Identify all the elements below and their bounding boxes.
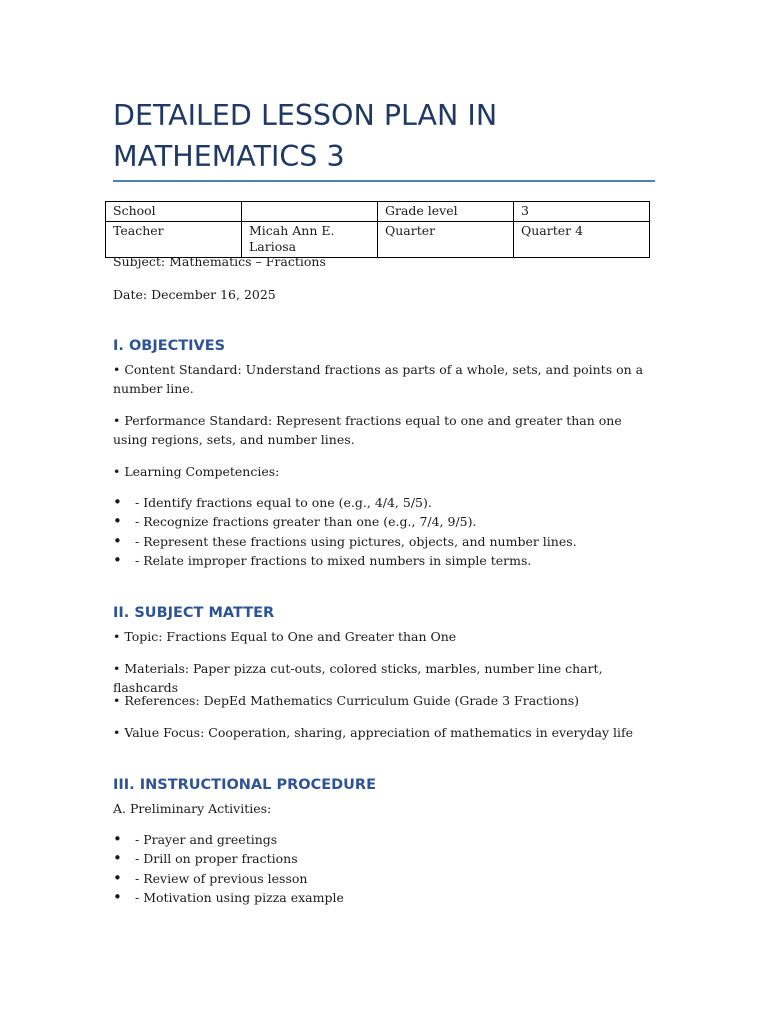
table-row [106, 202, 650, 222]
list-item: • - Represent these fractions using pictures, objects, and number lines. [113, 532, 653, 551]
subject-matter-heading: II. SUBJECT MATTER [113, 605, 275, 621]
list-item: • - Drill on proper fractions [113, 849, 653, 868]
table-cell: Micah Ann E. Lariosa [242, 221, 378, 257]
list-item: • - Review of previous lesson [113, 869, 653, 888]
preliminary-label: A. Preliminary Activities: [113, 801, 272, 816]
performance-standard: • Performance Standard: Represent fractions equal to one and greater than one using regions, sets, and number lines. [113, 413, 622, 447]
table-cell: Quarter 4 [514, 221, 650, 257]
value-focus-line: • Value Focus: Cooperation, sharing, appreciation of mathematics in everyday life [113, 725, 634, 740]
list-item: • - Relate improper fractions to mixed numbers in simple terms. [113, 551, 653, 570]
preliminary-list [113, 830, 653, 907]
table-cell [242, 202, 378, 222]
subject-line: Subject: Mathematics – Fractions [113, 254, 326, 269]
topic-line: • Topic: Fractions Equal to One and Greater than One [113, 629, 457, 644]
list-item: • - Prayer and greetings [113, 830, 653, 849]
objectives-heading: I. OBJECTIVES [113, 338, 226, 354]
table-cell: Grade level [378, 202, 514, 222]
competencies-list [113, 493, 653, 570]
procedure-heading: III. INSTRUCTIONAL PROCEDURE [113, 777, 376, 793]
table-cell: School [106, 202, 242, 222]
table-cell: Quarter [378, 221, 514, 257]
materials-line: • Materials: Paper pizza cut-outs, colored sticks, marbles, number line chart, flashcards [113, 661, 603, 695]
table-cell: Teacher [106, 221, 242, 257]
table-cell: 3 [514, 202, 650, 222]
list-item: • - Recognize fractions greater than one (e.g., 7/4, 9/5). [113, 512, 653, 531]
title-underline [113, 180, 655, 182]
info-table [105, 201, 650, 258]
document-title: DETAILED LESSON PLAN IN MATHEMATICS 3 [113, 99, 498, 173]
content-standard: • Content Standard: Understand fractions as parts of a whole, sets, and points on a number line. [113, 362, 644, 396]
list-item: • - Identify fractions equal to one (e.g., 4/4, 5/5). [113, 493, 653, 512]
date-line: Date: December 16, 2025 [113, 287, 276, 302]
list-item: • - Motivation using pizza example [113, 888, 653, 907]
references-line: • References: DepEd Mathematics Curriculum Guide (Grade 3 Fractions) [113, 693, 580, 708]
learning-competencies-label: • Learning Competencies: [113, 464, 280, 479]
